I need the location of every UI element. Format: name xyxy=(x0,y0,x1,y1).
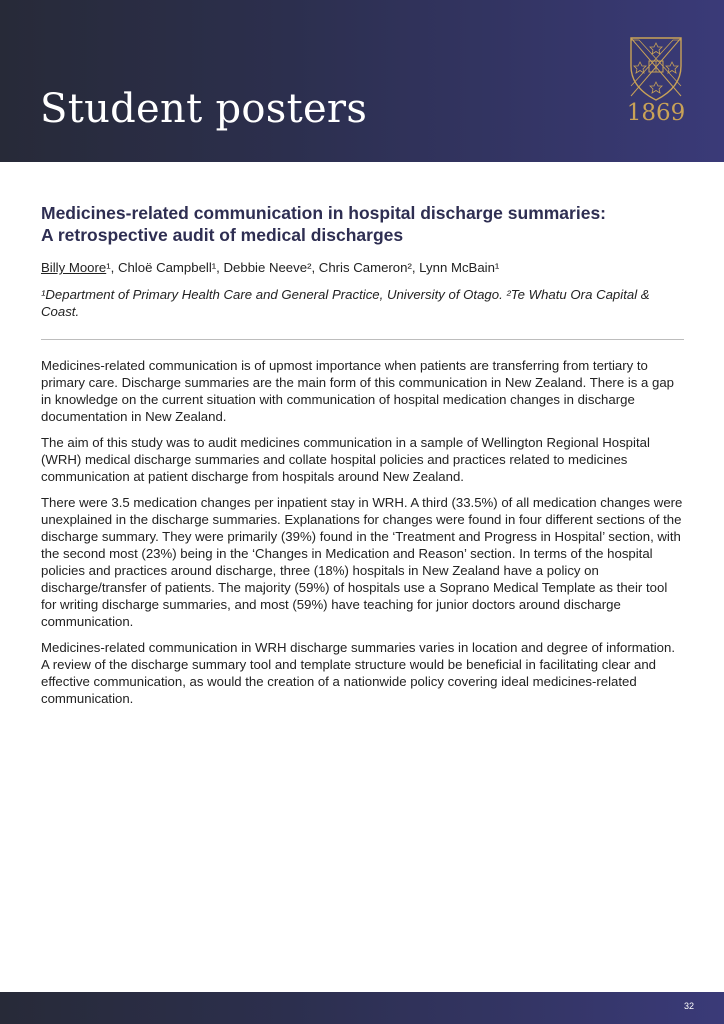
first-author: Billy Moore xyxy=(41,260,107,275)
paragraph-background: Medicines-related communication is of upmost importance when patients are transferring from tertiary to primary care. Discharge summaries are the main form of this communication in New Zealand. There is a gap in knowledge on the current situation with communication of hospital medication changes in discharge documentation in New Zealand. xyxy=(41,358,675,424)
abstract-body xyxy=(41,357,684,707)
page-footer-banner xyxy=(0,992,724,1024)
divider xyxy=(41,339,684,340)
other-authors: ¹, Chloë Campbell¹, Debbie Neeve², Chris Cameron², Lynn McBain¹ xyxy=(106,260,500,275)
affiliations: ¹Department of Primary Health Care and General Practice, University of Otago. ²Te Whatu Ora Capital & Coast. xyxy=(41,287,650,319)
section-title: Student posters xyxy=(40,86,368,132)
article-title-line-1: Medicines-related communication in hospital discharge summaries: xyxy=(41,203,607,223)
crest-year: 1869 xyxy=(626,100,686,126)
page-header-banner xyxy=(0,0,724,162)
paragraph-conclusion: Medicines-related communication in WRH discharge summaries varies in location and degree of information. A review of the discharge summary tool and template structure would be beneficial in facilitating clear and effective communication, as would the creation of a nationwide policy covering ideal medicines-related communication. xyxy=(41,640,676,706)
university-crest-icon xyxy=(626,36,686,102)
paragraph-results: There were 3.5 medication changes per inpatient stay in WRH. A third (33.5%) of all medication changes were unexplained in the discharge summaries. Explanations for changes were found in four different sections of the discharge summary. They were primarily (39%) found in the ‘Treatment and Progress in Hospital’ section, with the second most (23%) being in the ‘Changes in Medication and Reason’ section. In terms of the hospital policies and practices around discharge, three (18%) hospitals in New Zealand have a policy on discharge/transfer of patients. The majority (59%) of hospitals use a Soprano Medical Template as their tool for writing discharge summaries, and most (59%) have teaching for junior doctors around discharge communication. xyxy=(41,495,683,629)
paragraph-aim: The aim of this study was to audit medicines communication in a sample of Wellington Regional Hospital (WRH) medical discharge summaries and collate hospital policies and practices related to medicines communication at patient discharge from hospitals around New Zealand. xyxy=(41,435,650,484)
article-title xyxy=(41,202,684,246)
page-number: 32 xyxy=(683,1001,694,1011)
author-list xyxy=(41,259,684,277)
article-title-line-2: A retrospective audit of medical discharges xyxy=(41,225,404,245)
article xyxy=(41,202,684,716)
